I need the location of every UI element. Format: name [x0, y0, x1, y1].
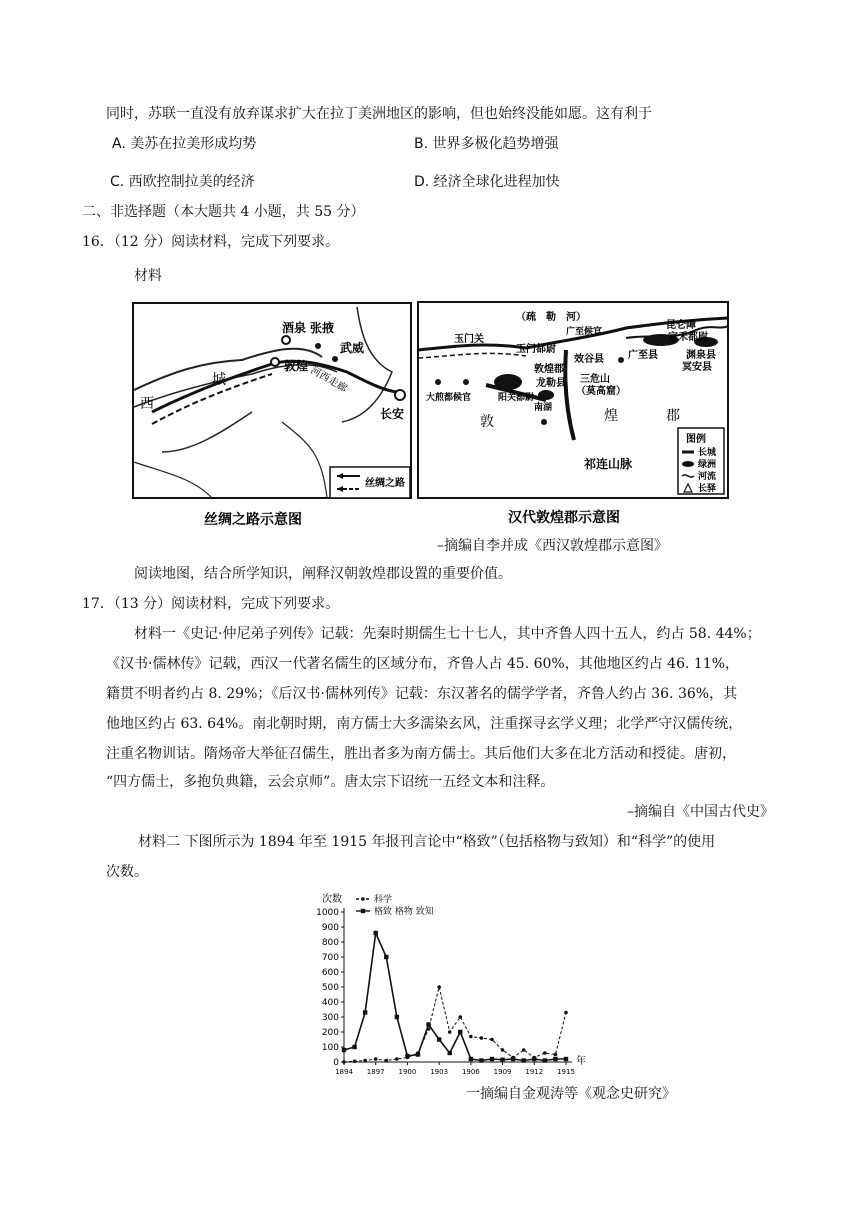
option-c[interactable]: C. 西欧控制拉美的经济 — [110, 174, 255, 190]
m1-line-3: 籍贯不明者约占 8. 29%；《后汉书·儒林列传》记载：东汉著名的儒学学者，齐鲁人约占 36. 36%，其 — [106, 686, 738, 702]
chart-y-tick-label: 800 — [321, 938, 339, 948]
label-yihe-duwei: 宜禾都尉 — [668, 332, 708, 343]
label-guangzhi-houguan: 广至候官 — [566, 327, 603, 337]
chart-x-tick-label: 1894 — [335, 1068, 353, 1076]
label-hexi: 河西走廊 — [308, 365, 349, 395]
chart-ylabel: 次数 — [322, 894, 342, 905]
dunhuang-commandery-map — [416, 300, 730, 536]
legend-item-oasis: 绿洲 — [698, 460, 717, 470]
m1-line-2: 《汉书·儒林传》记载，西汉一代著名儒生的区域分布，齐鲁人占 45. 60%，其他地区约占 46. 11%， — [106, 656, 740, 672]
chart-x-tick-label: 1906 — [461, 1068, 480, 1076]
chart-point — [384, 955, 388, 959]
chart-point — [553, 1057, 557, 1061]
chart-x-tick-label: 1903 — [430, 1068, 449, 1076]
chart-point — [363, 1010, 367, 1014]
chart-x-tick-label: 1912 — [525, 1068, 544, 1076]
chart-point — [532, 1057, 536, 1061]
chart-point — [543, 1051, 547, 1055]
chart-point — [501, 1048, 505, 1052]
chart-point — [522, 1058, 526, 1062]
q15-stem-tail: 同时，苏联一直没有放弃谋求扩大在拉丁美洲地区的影响，但也始终没能如愿。这有利于 — [106, 106, 652, 122]
usage-count-chart — [308, 890, 586, 1076]
chart-x-tick-label: 1909 — [493, 1068, 512, 1076]
chart-point — [511, 1057, 515, 1061]
chart-y-tick-label: 100 — [321, 1043, 339, 1053]
label-west: 西 — [140, 396, 154, 412]
label-jiuquan: 酒泉 — [282, 321, 307, 335]
label-dun: 敦 — [480, 414, 494, 430]
label-mogao: （莫高窟） — [576, 386, 626, 397]
left-map-caption: 丝绸之路示意图 — [204, 512, 302, 528]
label-changan: 长安 — [380, 407, 405, 421]
chart-point — [353, 1059, 357, 1063]
chart-point — [395, 1057, 399, 1061]
q16-question: 阅读地图，结合所学知识，阐释汉朝敦煌郡设置的重要价值。 — [134, 566, 512, 582]
q17-header: 17．（13 分）阅读材料，完成下列要求。 — [82, 596, 340, 612]
chart-x-tick-label: 1900 — [398, 1068, 417, 1076]
chart-y-tick-label: 400 — [321, 998, 339, 1008]
chart-point — [342, 1060, 346, 1064]
option-b[interactable]: B. 世界多极化趋势增强 — [414, 136, 559, 152]
silk-road-map — [132, 302, 412, 536]
chart-y-tick-label: 700 — [321, 953, 339, 963]
label-yian: 冥安县 — [682, 362, 712, 373]
chart-y-tick-label: 900 — [321, 923, 339, 933]
label-zhangye: 张掖 — [310, 321, 335, 335]
legend-silk-road: 丝绸之路 — [365, 478, 405, 489]
chart-point — [564, 1011, 568, 1015]
q16-header: 16．（12 分）阅读材料，完成下列要求。 — [82, 234, 340, 250]
chart-legend-label: 科学 — [374, 895, 393, 905]
label-longle: 龙勒县 — [536, 378, 566, 389]
label-xiaogu: 效谷县 — [574, 354, 604, 365]
chart-point — [522, 1048, 526, 1052]
chart-series-line — [344, 933, 566, 1061]
chart-legend-marker — [361, 909, 365, 913]
label-nanhu: 南湖 — [534, 403, 553, 413]
chart-point — [458, 1015, 462, 1019]
m1-line-5: 注重名物训诂。隋炀帝大举征召儒生，胜出者多为南方儒士。其后他们大多在北方活动和授徒。唐初， — [106, 746, 736, 762]
chart-point — [490, 1057, 494, 1061]
chart-point — [469, 1057, 473, 1061]
label-wuwei: 武威 — [340, 341, 365, 355]
legend-item-post: 长驿 — [698, 484, 717, 494]
chart-series-line — [344, 987, 566, 1062]
option-a[interactable]: A. 美苏在拉美形成均势 — [112, 136, 257, 152]
m1-line-6: “四方儒士，多抱负典籍，云会京师”。唐太宗下诏统一五经文本和注释。 — [106, 774, 555, 790]
label-yangguan-duwei: 阳关都尉 — [498, 393, 535, 403]
chart-y-tick-label: 500 — [321, 983, 339, 993]
chart-point — [437, 1037, 441, 1041]
m2-source: 一摘编自金观涛等《观念史研究》 — [466, 1086, 676, 1102]
chart-point — [490, 1038, 494, 1042]
chart-y-tick-label: 600 — [321, 968, 339, 978]
legend-item-wall: 长城 — [698, 448, 717, 458]
chart-point — [500, 1058, 504, 1062]
label-yumen-duwei: 玉门都尉 — [516, 344, 556, 355]
label-guangzhi: 广至县 — [628, 350, 658, 361]
chart-point — [363, 1059, 367, 1063]
m1-source: –摘编自《中国古代史》 — [627, 804, 774, 820]
m2-line-2: 次数。 — [106, 864, 148, 880]
chart-point — [469, 1035, 473, 1039]
q16-source: –摘编自李并成《西汉敦煌郡示意图》 — [437, 538, 668, 554]
section-heading: 二、非选择题（本大题共 4 小题，共 55 分） — [82, 204, 365, 220]
legend-title: 图例 — [686, 434, 706, 445]
chart-point — [374, 931, 378, 935]
legend-item-river: 河流 — [698, 472, 717, 482]
chart-point — [437, 985, 441, 989]
chart-point — [448, 1051, 452, 1055]
right-map-caption: 汉代敦煌郡示意图 — [508, 510, 620, 526]
label-sanwei: 三危山 — [580, 374, 610, 385]
chart-point — [564, 1057, 568, 1061]
material-label: 材料 — [134, 268, 162, 284]
chart-point — [448, 1030, 452, 1034]
chart-legend-marker — [361, 897, 365, 901]
option-d[interactable]: D. 经济全球化进程加快 — [414, 174, 560, 190]
label-huang: 煌 — [604, 408, 618, 424]
label-yumenguan: 玉门关 — [454, 334, 484, 345]
m1-line-4: 他地区约占 63. 64%。南北朝时期，南方儒士大多濡染玄风，注重探寻玄学义理；北学严守汉儒传统， — [106, 716, 743, 732]
chart-point — [479, 1058, 483, 1062]
chart-point — [426, 1022, 430, 1026]
label-city: 城 — [212, 372, 226, 388]
chart-y-tick-label: 0 — [333, 1058, 339, 1068]
chart-xlabel: 年 — [576, 1056, 586, 1067]
label-shule-river: （疏 勒 河） — [516, 312, 586, 323]
chart-point — [342, 1048, 346, 1052]
label-dunhuang-jun: 敦煌郡 — [534, 364, 564, 375]
chart-y-tick-label: 300 — [321, 1013, 339, 1023]
chart-y-tick-label: 200 — [321, 1028, 339, 1038]
chart-point — [395, 1015, 399, 1019]
chart-point — [405, 1054, 409, 1058]
chart-x-tick-label: 1915 — [557, 1068, 575, 1076]
label-yuanquan: 渊泉县 — [686, 350, 716, 361]
label-dunhuang: 敦煌 — [284, 359, 309, 373]
chart-point — [554, 1053, 558, 1057]
chart-point — [458, 1030, 462, 1034]
m2-line-1: 材料二 下图所示为 1894 年至 1915 年报刊言论中“格致”（包括格物与致知）和“科学”的使用 — [138, 834, 716, 850]
chart-point — [416, 1052, 420, 1056]
label-kunlunzhang: 昆仑障 — [666, 320, 696, 331]
chart-point — [352, 1045, 356, 1049]
label-jun: 郡 — [666, 408, 680, 424]
label-qilian: 祁连山脉 — [584, 457, 633, 471]
chart-x-tick-label: 1897 — [366, 1068, 385, 1076]
chart-point — [374, 1057, 378, 1061]
m1-line-1: 材料一《史记·仲尼弟子列传》记载：先秦时期儒生七十七人，其中齐鲁人四十五人，约占 58. 44%； — [134, 626, 761, 642]
chart-point — [480, 1036, 484, 1040]
chart-point — [543, 1058, 547, 1062]
label-dajian: 大煎都候官 — [426, 393, 472, 403]
chart-point — [384, 1059, 388, 1063]
chart-y-tick-label: 1000 — [316, 908, 339, 918]
chart-legend-label: 格致 格物 致知 — [374, 907, 434, 917]
